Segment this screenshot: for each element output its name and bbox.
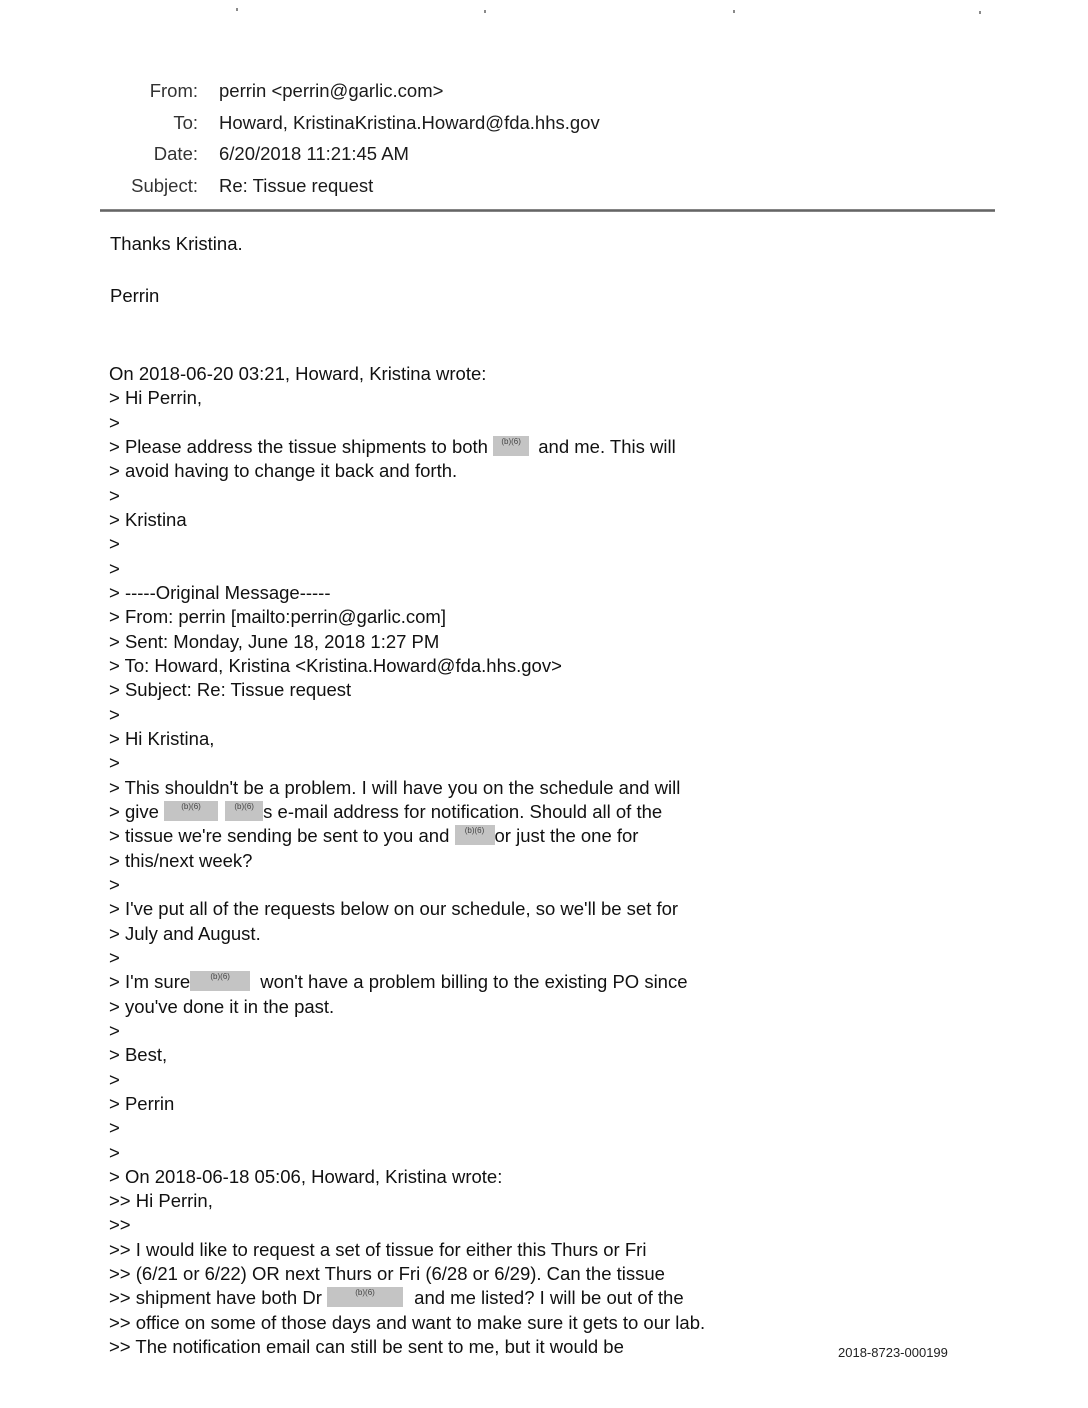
- quote-line: > you've done it in the past.: [109, 995, 335, 1017]
- redaction-code: (b)(6): [501, 436, 521, 446]
- quote-line: > To: Howard, Kristina <Kristina.Howard@fda.hhs.gov>: [109, 654, 562, 676]
- scan-speck: [979, 11, 981, 14]
- quote-line: >> office on some of those days and want to make sure it gets to our lab.: [109, 1311, 706, 1333]
- subject-value: Re: Tissue request: [219, 175, 374, 196]
- redaction-box: [455, 825, 495, 845]
- quote-line: > Perrin: [109, 1092, 175, 1114]
- redaction-box: [493, 436, 529, 456]
- quote-text: > tissue we're sending be sent to you and: [109, 825, 450, 847]
- quote-line: On 2018-06-20 03:21, Howard, Kristina wrote:: [109, 363, 487, 384]
- quote-text: won't have a problem billing to the existing PO since: [260, 971, 688, 993]
- header-divider: [100, 209, 995, 212]
- scan-speck: [236, 8, 238, 11]
- scan-speck: [733, 10, 735, 13]
- quote-line: >: [109, 1141, 120, 1163]
- quote-line: >> Hi Perrin,: [109, 1190, 213, 1212]
- quote-line: > Sent: Monday, June 18, 2018 1:27 PM: [109, 630, 440, 652]
- quote-line: > This shouldn't be a problem. I will have you on the schedule and will: [109, 776, 681, 798]
- redaction-code: (b)(6): [355, 1288, 375, 1298]
- quote-line: > From: perrin [mailto:perrin@garlic.com]: [109, 606, 446, 628]
- quote-line: >> (6/21 or 6/22) OR next Thurs or Fri (6/28 or 6/29). Can the tissue: [109, 1263, 665, 1285]
- quote-line: > Hi Perrin,: [109, 387, 203, 409]
- redaction-code: (b)(6): [210, 972, 230, 982]
- quote-line: [109, 1286, 705, 1310]
- quote-line: > Subject: Re: Tissue request: [109, 679, 352, 701]
- redaction-box: [164, 801, 218, 821]
- quote-line: >: [109, 533, 120, 555]
- quote-line: > this/next week?: [109, 849, 253, 871]
- subject-label: Subject:: [131, 175, 198, 196]
- quote-line: > -----Original Message-----: [109, 581, 331, 603]
- quote-line: > On 2018-06-18 05:06, Howard, Kristina wrote:: [109, 1165, 503, 1187]
- to-value: Howard, KristinaKristina.Howard@fda.hhs.gov: [219, 112, 600, 133]
- quote-text: or just the one for: [494, 825, 639, 847]
- redaction-code: (b)(6): [234, 801, 254, 811]
- redaction-code: (b)(6): [181, 801, 201, 811]
- quote-line: >: [109, 703, 120, 725]
- date-label: Date:: [153, 143, 198, 164]
- reply-greeting: Thanks Kristina.: [110, 233, 243, 254]
- quote-line: > I've put all of the requests below on our schedule, so we'll be set for: [109, 898, 679, 920]
- quote-line: > avoid having to change it back and forth.: [109, 460, 458, 482]
- redaction-box: [190, 971, 250, 991]
- quote-line: >: [109, 1117, 120, 1139]
- quote-line: [109, 970, 705, 994]
- quote-line: >>: [109, 1214, 131, 1236]
- quote-line: >: [109, 484, 120, 506]
- quote-text: > give: [109, 800, 159, 822]
- reply-signature: Perrin: [110, 285, 160, 306]
- date-value: 6/20/2018 11:21:45 AM: [219, 143, 409, 164]
- quote-line: >: [109, 557, 120, 579]
- quote-line: >: [109, 1019, 120, 1041]
- quoted-thread: [109, 362, 705, 1359]
- quote-text: > Please address the tissue shipments to both: [109, 435, 488, 457]
- scan-speck: [484, 10, 486, 13]
- quote-text: s e-mail address for notification. Should all of the: [263, 800, 663, 822]
- quote-line: >> The notification email can still be sent to me, but it would be: [109, 1336, 624, 1358]
- from-label: From:: [149, 80, 198, 101]
- quote-text: >> shipment have both Dr: [109, 1287, 322, 1309]
- quote-line: > Kristina: [109, 508, 187, 530]
- quote-line: > Best,: [109, 1044, 168, 1066]
- quote-line: >: [109, 873, 120, 895]
- quote-line: >: [109, 1068, 120, 1090]
- quote-line: > Hi Kristina,: [109, 727, 215, 749]
- quote-line: [109, 800, 705, 824]
- quote-line: > July and August.: [109, 922, 261, 944]
- quote-line: [109, 435, 705, 459]
- redaction-box: [225, 801, 263, 821]
- from-value: perrin <perrin@garlic.com>: [219, 80, 444, 101]
- quote-line: [109, 824, 705, 848]
- quote-text: > I'm sure: [109, 971, 191, 993]
- redaction-box: [327, 1287, 403, 1307]
- quote-line: >: [109, 946, 120, 968]
- quote-text: and me listed? I will be out of the: [414, 1287, 684, 1309]
- quote-line: >> I would like to request a set of tissue for either this Thurs or Fri: [109, 1238, 647, 1260]
- quote-line: >: [109, 752, 120, 774]
- quote-line: >: [109, 411, 120, 433]
- redaction-code: (b)(6): [464, 826, 485, 836]
- quote-text: and me. This will: [538, 435, 676, 457]
- bates-number: 2018-8723-000199: [838, 1345, 948, 1360]
- to-label: To:: [173, 112, 198, 133]
